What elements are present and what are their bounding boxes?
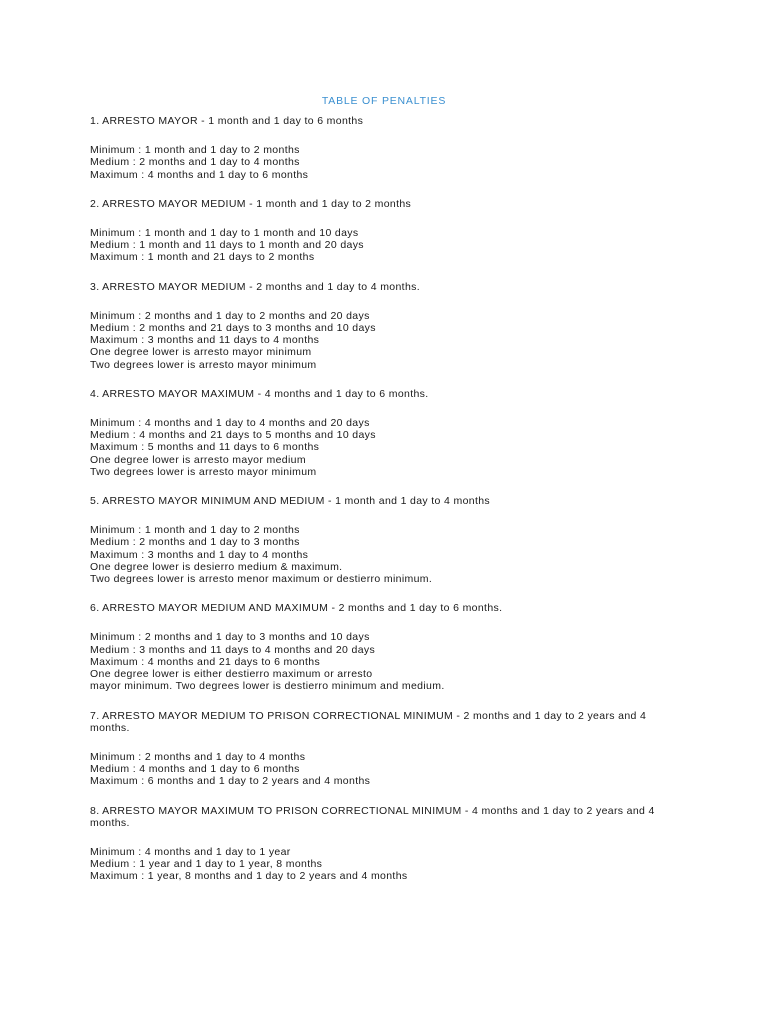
section-line: Minimum : 1 month and 1 day to 2 months [90, 524, 300, 537]
penalty-section-1 [90, 115, 670, 181]
section-lines [90, 227, 670, 264]
section-line: Minimum : 2 months and 1 day to 4 months [90, 750, 306, 763]
penalty-section-3 [90, 281, 670, 371]
section-line: Minimum : 1 month and 1 day to 2 months [90, 144, 300, 157]
section-line: Minimum : 4 months and 1 day to 1 year [90, 845, 291, 858]
penalty-section-5 [90, 495, 670, 585]
section-line: Maximum : 1 year, 8 months and 1 day to 2 years and 4 months [90, 870, 408, 883]
section-line: Medium : 1 month and 11 days to 1 month and 20 days [90, 239, 364, 252]
penalty-list [90, 115, 670, 900]
section-lines [90, 144, 670, 181]
section-lines [90, 524, 670, 585]
section-lines [90, 846, 670, 883]
section-line: Medium : 4 months and 21 days to 5 months and 10 days [90, 429, 376, 442]
section-line: mayor minimum. Two degrees lower is destierro minimum and medium. [90, 680, 445, 693]
section-line: Two degrees lower is arresto menor maximum or destierro minimum. [90, 573, 433, 586]
section-heading: 3. ARRESTO MAYOR MEDIUM - 2 months and 1 day to 4 months. [90, 280, 421, 293]
section-line: Maximum : 4 months and 1 day to 6 months [90, 168, 309, 181]
section-line: Maximum : 6 months and 1 day to 2 years and 4 months [90, 775, 371, 788]
section-line: Two degrees lower is arresto mayor minimum [90, 465, 317, 478]
section-lines [90, 417, 670, 478]
section-line: Two degrees lower is arresto mayor minimum [90, 358, 317, 371]
section-line: Maximum : 4 months and 21 days to 6 months [90, 655, 321, 668]
section-heading: 7. ARRESTO MAYOR MEDIUM TO PRISON CORRECTIONAL MINIMUM - 2 months and 1 day to 2 years and 4 months. [90, 709, 647, 734]
section-line: Minimum : 2 months and 1 day to 2 months and 20 days [90, 309, 370, 322]
section-line: One degree lower is either destierro maximum or arresto [90, 668, 373, 681]
document-title: TABLE OF PENALTIES [321, 95, 447, 107]
section-line: Minimum : 2 months and 1 day to 3 months and 10 days [90, 631, 370, 644]
section-heading: 5. ARRESTO MAYOR MINIMUM AND MEDIUM - 1 month and 1 day to 4 months [90, 495, 491, 508]
section-line: Medium : 4 months and 1 day to 6 months [90, 763, 300, 776]
section-line: Maximum : 3 months and 1 day to 4 months [90, 548, 309, 561]
penalty-section-7 [90, 710, 670, 788]
section-line: One degree lower is desierro medium & maximum. [90, 560, 343, 573]
section-heading: 6. ARRESTO MAYOR MEDIUM AND MAXIMUM - 2 months and 1 day to 6 months. [90, 602, 503, 615]
section-line: One degree lower is arresto mayor medium [90, 453, 306, 466]
section-line: Minimum : 4 months and 1 day to 4 months and 20 days [90, 417, 370, 430]
section-line: Medium : 1 year and 1 day to 1 year, 8 months [90, 858, 323, 871]
section-heading: 2. ARRESTO MAYOR MEDIUM - 1 month and 1 day to 2 months [90, 197, 412, 210]
penalty-section-2 [90, 198, 670, 264]
section-heading: 4. ARRESTO MAYOR MAXIMUM - 4 months and 1 day to 6 months. [90, 387, 429, 400]
section-line: Medium : 2 months and 1 day to 4 months [90, 156, 300, 169]
section-heading: 1. ARRESTO MAYOR - 1 month and 1 day to 6 months [90, 115, 364, 127]
section-line: Minimum : 1 month and 1 day to 1 month and 10 days [90, 227, 359, 240]
section-line: Maximum : 1 month and 21 days to 2 months [90, 251, 315, 264]
section-line: Medium : 2 months and 21 days to 3 months and 10 days [90, 322, 376, 335]
section-lines [90, 751, 670, 788]
section-heading: 8. ARRESTO MAYOR MAXIMUM TO PRISON CORRECTIONAL MINIMUM - 4 months and 1 day to 2 years and 4 months. [90, 804, 655, 829]
section-line: Medium : 2 months and 1 day to 3 months [90, 536, 300, 549]
penalty-section-8 [90, 805, 670, 883]
section-lines [90, 310, 670, 371]
section-line: Medium : 3 months and 11 days to 4 months and 20 days [90, 643, 376, 656]
section-line: Maximum : 5 months and 11 days to 6 months [90, 441, 320, 454]
penalty-section-6 [90, 602, 670, 692]
section-line: Maximum : 3 months and 11 days to 4 months [90, 334, 320, 347]
penalty-section-4 [90, 388, 670, 478]
section-lines [90, 631, 670, 692]
section-line: One degree lower is arresto mayor minimum [90, 346, 312, 359]
